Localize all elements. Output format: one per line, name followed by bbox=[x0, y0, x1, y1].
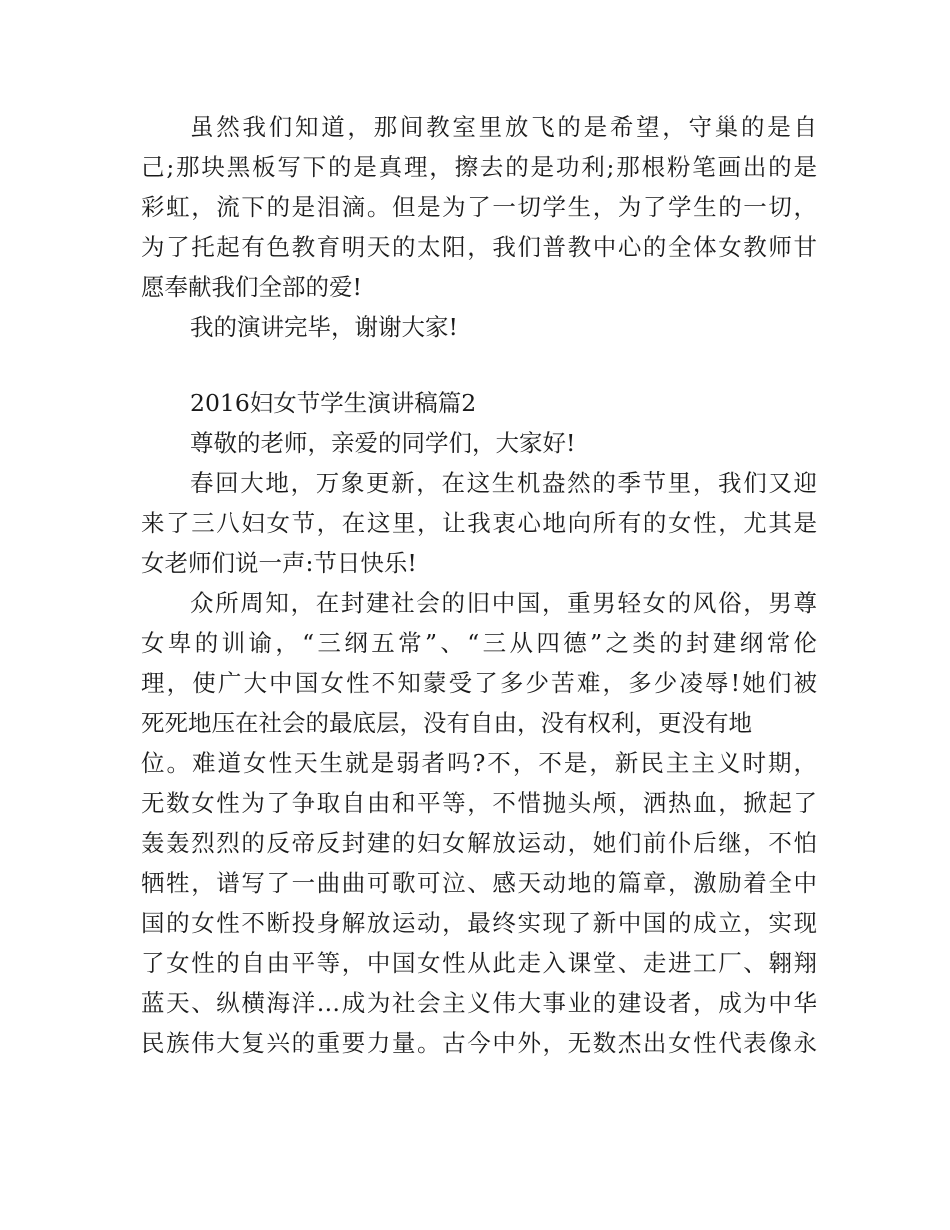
paragraph-2-line-1: 春回大地，万象更新，在这生机盎然的季节里，我们又迎 bbox=[190, 469, 817, 497]
paragraph-3-line-6: 无数女性为了争取自由和平等，不惜抛头颅，洒热血，掀起了 bbox=[141, 789, 817, 817]
paragraph-1-line-4: 为了托起有色教育明天的太阳，我们普教中心的全体女教师甘 bbox=[141, 233, 817, 261]
paragraph-3-line-7: 轰轰烈烈的反帝反封建的妇女解放运动，她们前仆后继，不怕 bbox=[141, 829, 817, 857]
paragraph-3-line-5: 位。难道女性天生就是弱者吗?不，不是，新民主主义时期， bbox=[141, 749, 817, 777]
paragraph-3-line-11: 蓝天、纵横海洋…成为社会主义伟大事业的建设者，成为中华 bbox=[141, 989, 817, 1017]
paragraph-1-line-2: 己;那块黑板写下的是真理，擦去的是功利;那根粉笔画出的是 bbox=[141, 153, 817, 181]
paragraph-2-line-3: 女老师们说一声:节日快乐! bbox=[141, 549, 417, 577]
paragraph-1-line-1: 虽然我们知道，那间教室里放飞的是希望，守巢的是自 bbox=[190, 113, 817, 141]
section-spacer bbox=[141, 347, 817, 383]
paragraph-2-line-2: 来了三八妇女节，在这里，让我衷心地向所有的女性，尤其是 bbox=[141, 509, 817, 537]
greeting-line: 尊敬的老师，亲爱的同学们，大家好! bbox=[190, 429, 576, 457]
paragraph-3-line-2: 女卑的训谕，“三纲五常”、“三从四德”之类的封建纲常伦 bbox=[141, 629, 817, 657]
section-title: 2016妇女节学生演讲稿篇2 bbox=[190, 389, 477, 417]
paragraph-1-line-5: 愿奉献我们全部的爱! bbox=[141, 273, 362, 301]
paragraph-3-line-9: 国的女性不断投身解放运动，最终实现了新中国的成立，实现 bbox=[141, 909, 817, 937]
paragraph-3-line-1: 众所周知，在封建社会的旧中国，重男轻女的风俗，男尊 bbox=[190, 589, 817, 617]
paragraph-1-line-3: 彩虹，流下的是泪滴。但是为了一切学生，为了学生的一切， bbox=[141, 193, 817, 221]
document-body bbox=[141, 107, 817, 1063]
paragraph-3-line-10: 了女性的自由平等，中国女性从此走入课堂、走进工厂、翱翔 bbox=[141, 949, 817, 977]
paragraph-3-line-4: 死死地压在社会的最底层，没有自由，没有权利，更没有地 bbox=[141, 709, 752, 737]
paragraph-3-line-12: 民族伟大复兴的重要力量。古今中外，无数杰出女性代表像永 bbox=[141, 1029, 817, 1057]
paragraph-3-line-8: 牺牲，谱写了一曲曲可歌可泣、感天动地的篇章，激励着全中 bbox=[141, 869, 817, 897]
closing-line: 我的演讲完毕，谢谢大家! bbox=[190, 313, 458, 341]
paragraph-3-line-3: 理，使广大中国女性不知蒙受了多少苦难，多少凌辱!她们被 bbox=[141, 669, 817, 697]
